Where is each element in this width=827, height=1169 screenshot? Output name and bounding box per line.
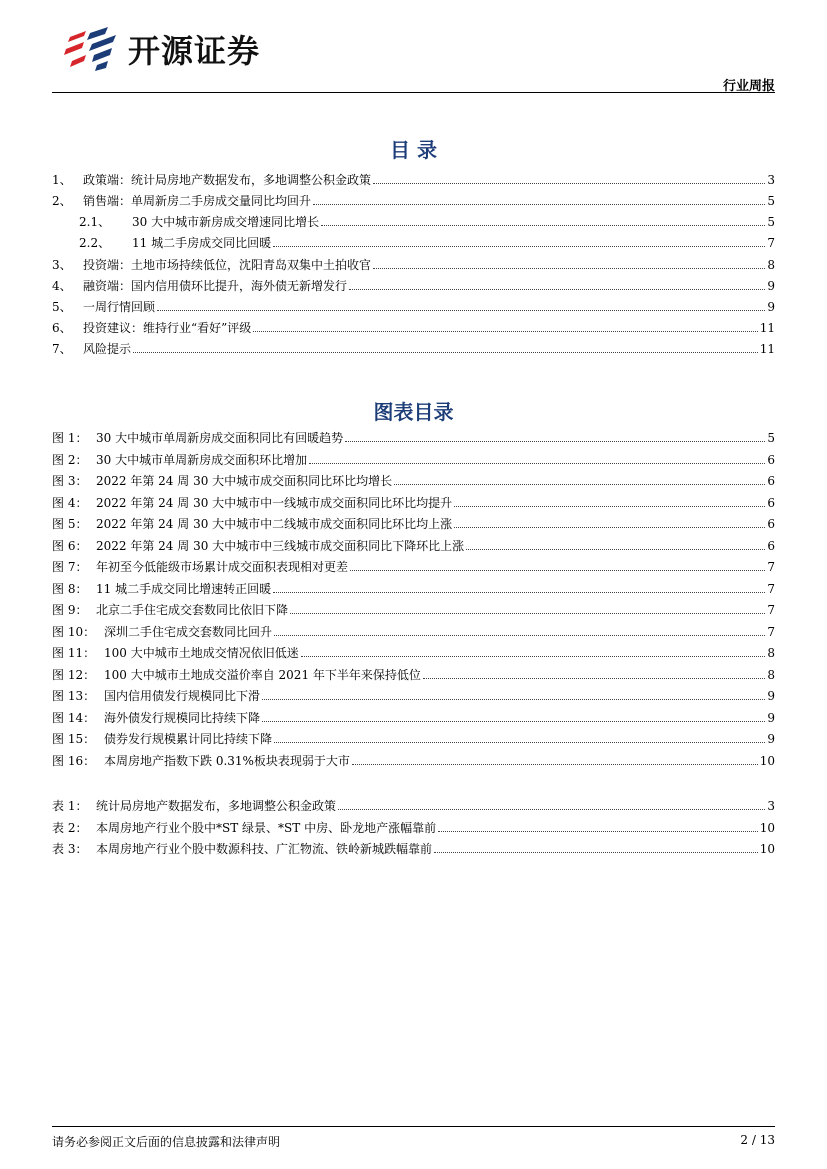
dot-leader bbox=[274, 635, 765, 636]
dot-leader bbox=[434, 852, 758, 853]
company-logo bbox=[64, 24, 260, 74]
figure-entry-title: 2022 年第 24 周 30 大中城市中三线城市成交面积同比下降环比上涨 bbox=[96, 539, 465, 553]
toc-entry-number: 2、 bbox=[52, 194, 72, 208]
dot-leader bbox=[345, 441, 765, 442]
figure-entry-title: 国内信用债发行规模同比下滑 bbox=[104, 689, 261, 703]
dot-leader bbox=[157, 310, 765, 311]
figure-entry-title: 2022 年第 24 周 30 大中城市中二线城市成交面积同比环比均上涨 bbox=[96, 517, 453, 531]
toc-entry-number: 3、 bbox=[52, 258, 72, 272]
toc-entry-number: 1、 bbox=[52, 173, 72, 187]
figure-entry-number: 图 13： bbox=[52, 689, 96, 703]
figure-entry-title: 北京二手住宅成交套数同比依旧下降 bbox=[96, 603, 289, 617]
figure-entry-number: 图 9： bbox=[52, 603, 88, 617]
toc-entry-number: 5、 bbox=[52, 300, 72, 314]
table-entry-page: 10 bbox=[759, 821, 775, 835]
table-entry-title: 本周房地产行业个股中数源科技、广汇物流、铁岭新城跌幅靠前 bbox=[96, 842, 433, 856]
header-divider bbox=[52, 92, 775, 93]
footer-divider bbox=[52, 1126, 775, 1127]
figure-entry-page: 7 bbox=[767, 560, 775, 574]
figure-entry-number: 图 8： bbox=[52, 582, 88, 596]
figure-entry-number: 图 16： bbox=[52, 754, 96, 768]
figure-entry-page: 5 bbox=[767, 431, 775, 445]
figure-entry-page: 9 bbox=[767, 732, 775, 746]
figure-entry-title: 深圳二手住宅成交套数同比回升 bbox=[104, 625, 273, 639]
toc-entry-title: 投资端：土地市场持续低位，沈阳青岛双集中土拍收官 bbox=[83, 258, 372, 272]
toc-entry-page: 5 bbox=[767, 215, 775, 229]
toc-entry[interactable] bbox=[52, 233, 775, 250]
dot-leader bbox=[454, 506, 765, 507]
figure-entry-page: 9 bbox=[767, 711, 775, 725]
dot-leader bbox=[373, 268, 765, 269]
dot-leader bbox=[273, 592, 765, 593]
figure-entry-number: 图 2： bbox=[52, 453, 88, 467]
table-entry-number: 表 2： bbox=[52, 821, 88, 835]
toc-entry-page: 9 bbox=[767, 300, 775, 314]
figure-entry-number: 图 11： bbox=[52, 646, 96, 660]
dot-leader bbox=[313, 204, 765, 205]
figure-entry[interactable] bbox=[52, 643, 775, 660]
figure-entry[interactable] bbox=[52, 751, 775, 768]
figure-entry-title: 11 城二手成交同比增速转正回暖 bbox=[96, 582, 272, 596]
table-entry-title: 统计局房地产数据发布，多地调整公积金政策 bbox=[96, 799, 337, 813]
figure-entry-page: 6 bbox=[767, 474, 775, 488]
figure-entry[interactable] bbox=[52, 536, 775, 553]
table-entry-number: 表 1： bbox=[52, 799, 88, 813]
figure-entry[interactable] bbox=[52, 708, 775, 725]
figure-entry-number: 图 5： bbox=[52, 517, 88, 531]
toc-entry-number: 6、 bbox=[52, 321, 72, 335]
toc-entry-page: 11 bbox=[759, 321, 775, 335]
figures-heading: 图表目录 bbox=[373, 400, 454, 424]
figure-entry-page: 8 bbox=[767, 668, 775, 682]
figure-entry-number: 图 4： bbox=[52, 496, 88, 510]
table-entry-page: 10 bbox=[759, 842, 775, 856]
table-entry[interactable] bbox=[52, 796, 775, 813]
table-entry-title: 本周房地产行业个股中*ST 绿景、*ST 中房、卧龙地产涨幅靠前 bbox=[96, 821, 437, 835]
figure-entry-title: 本周房地产指数下跌 0.31%板块表现弱于大市 bbox=[104, 754, 350, 768]
dot-leader bbox=[274, 742, 765, 743]
toc-entry-number: 7、 bbox=[52, 342, 72, 356]
figure-entry-title: 30 大中城市单周新房成交面积环比增加 bbox=[96, 453, 308, 467]
logo-mark-icon bbox=[64, 27, 120, 71]
dot-leader bbox=[262, 721, 765, 722]
dot-leader bbox=[454, 527, 765, 528]
dot-leader bbox=[309, 463, 765, 464]
dot-leader bbox=[394, 484, 765, 485]
toc-entry-page: 5 bbox=[767, 194, 775, 208]
figure-entry[interactable] bbox=[52, 471, 775, 488]
dot-leader bbox=[290, 613, 765, 614]
figure-entry-title: 债券发行规模累计同比持续下降 bbox=[104, 732, 273, 746]
dot-leader bbox=[321, 225, 765, 226]
figure-entry-number: 图 14： bbox=[52, 711, 96, 725]
toc-entry-page: 3 bbox=[767, 173, 775, 187]
dot-leader bbox=[438, 831, 758, 832]
toc-entry[interactable] bbox=[52, 339, 775, 356]
toc-entry-number: 4、 bbox=[52, 279, 72, 293]
figure-entry[interactable] bbox=[52, 686, 775, 703]
figure-entry[interactable] bbox=[52, 557, 775, 574]
dot-leader bbox=[273, 246, 765, 247]
figure-entry-title: 海外债发行规模同比持续下降 bbox=[104, 711, 261, 725]
figure-entry-title: 100 大中城市土地成交溢价率自 2021 年下半年来保持低位 bbox=[104, 668, 421, 682]
toc-entry-title: 一周行情回顾 bbox=[83, 300, 156, 314]
figure-entry[interactable] bbox=[52, 514, 775, 531]
toc-entry[interactable] bbox=[52, 170, 775, 187]
figure-entry[interactable] bbox=[52, 665, 775, 682]
figure-entry-number: 图 3： bbox=[52, 474, 88, 488]
figure-entry-number: 图 12： bbox=[52, 668, 96, 682]
dot-leader bbox=[253, 331, 757, 332]
dot-leader bbox=[352, 764, 758, 765]
toc-entry-title: 风险提示 bbox=[83, 342, 132, 356]
toc-entry-title: 30 大中城市新房成交增速同比增长 bbox=[132, 215, 320, 229]
table-entry-page: 3 bbox=[767, 799, 775, 813]
dot-leader bbox=[350, 570, 765, 571]
footer-disclaimer: 请务必参阅正文后面的信息披露和法律声明 bbox=[52, 1135, 281, 1149]
report-type-label: 行业周报 bbox=[722, 79, 775, 94]
toc-entry-title: 销售端：单周新房二手房成交量同比均回升 bbox=[83, 194, 312, 208]
figure-entry-number: 图 10： bbox=[52, 625, 96, 639]
toc-entry-page: 7 bbox=[767, 236, 775, 250]
figure-entry-page: 6 bbox=[767, 496, 775, 510]
figure-entry[interactable] bbox=[52, 428, 775, 445]
toc-entry-page: 8 bbox=[767, 258, 775, 272]
dot-leader bbox=[133, 352, 758, 353]
toc-entry-page: 11 bbox=[759, 342, 775, 356]
figure-entry-number: 图 15： bbox=[52, 732, 96, 746]
toc-entry-page: 9 bbox=[767, 279, 775, 293]
figure-entry[interactable] bbox=[52, 600, 775, 617]
figure-entry-page: 6 bbox=[767, 517, 775, 531]
figure-entry-page: 10 bbox=[759, 754, 775, 768]
dot-leader bbox=[373, 183, 765, 184]
toc-entry[interactable] bbox=[52, 297, 775, 314]
figure-entry-title: 年初至今低能级市场累计成交面积表现相对更差 bbox=[96, 560, 349, 574]
figure-entry[interactable] bbox=[52, 579, 775, 596]
figure-entry-number: 图 1： bbox=[52, 431, 88, 445]
figure-entry-page: 6 bbox=[767, 453, 775, 467]
dot-leader bbox=[349, 289, 765, 290]
page-indicator: 2 / 13 bbox=[740, 1133, 775, 1147]
figure-entry-page: 6 bbox=[767, 539, 775, 553]
dot-leader bbox=[301, 656, 766, 657]
dot-leader bbox=[338, 809, 765, 810]
figure-entry-number: 图 7： bbox=[52, 560, 88, 574]
figure-entry-page: 9 bbox=[767, 689, 775, 703]
figure-entry[interactable] bbox=[52, 729, 775, 746]
figure-entry[interactable] bbox=[52, 622, 775, 639]
toc-entry[interactable] bbox=[52, 318, 775, 335]
figure-entry-page: 7 bbox=[767, 582, 775, 596]
company-name: 开源证券 bbox=[128, 32, 261, 70]
toc-entry-title: 政策端：统计局房地产数据发布，多地调整公积金政策 bbox=[83, 173, 372, 187]
figure-entry-page: 7 bbox=[767, 625, 775, 639]
figure-entry-page: 8 bbox=[767, 646, 775, 660]
figure-entry-title: 2022 年第 24 周 30 大中城市成交面积同比环比均增长 bbox=[96, 474, 393, 488]
dot-leader bbox=[466, 549, 765, 550]
toc-entry-title: 11 城二手房成交同比回暖 bbox=[132, 236, 272, 250]
figure-entry[interactable] bbox=[52, 493, 775, 510]
toc-heading: 目 录 bbox=[390, 138, 437, 162]
toc-entry-title: 融资端：国内信用债环比提升，海外债无新增发行 bbox=[83, 279, 348, 293]
dot-leader bbox=[262, 699, 765, 700]
toc-entry-number: 2.1、 bbox=[79, 215, 111, 229]
toc-entry-title: 投资建议：维持行业“看好”评级 bbox=[83, 321, 252, 335]
toc-entry[interactable] bbox=[52, 191, 775, 208]
toc-entry[interactable] bbox=[52, 276, 775, 293]
figure-entry-title: 2022 年第 24 周 30 大中城市中一线城市成交面积同比环比均提升 bbox=[96, 496, 453, 510]
toc-entry[interactable] bbox=[52, 212, 775, 229]
table-entry-number: 表 3： bbox=[52, 842, 88, 856]
figure-entry[interactable] bbox=[52, 450, 775, 467]
figure-entry-number: 图 6： bbox=[52, 539, 88, 553]
toc-entry-number: 2.2、 bbox=[79, 236, 111, 250]
table-entry[interactable] bbox=[52, 839, 775, 856]
dot-leader bbox=[423, 678, 765, 679]
figure-entry-title: 30 大中城市单周新房成交面积同比有回暖趋势 bbox=[96, 431, 344, 445]
figure-entry-page: 7 bbox=[767, 603, 775, 617]
toc-entry[interactable] bbox=[52, 255, 775, 272]
figure-entry-title: 100 大中城市土地成交情况依旧低迷 bbox=[104, 646, 299, 660]
table-entry[interactable] bbox=[52, 818, 775, 835]
